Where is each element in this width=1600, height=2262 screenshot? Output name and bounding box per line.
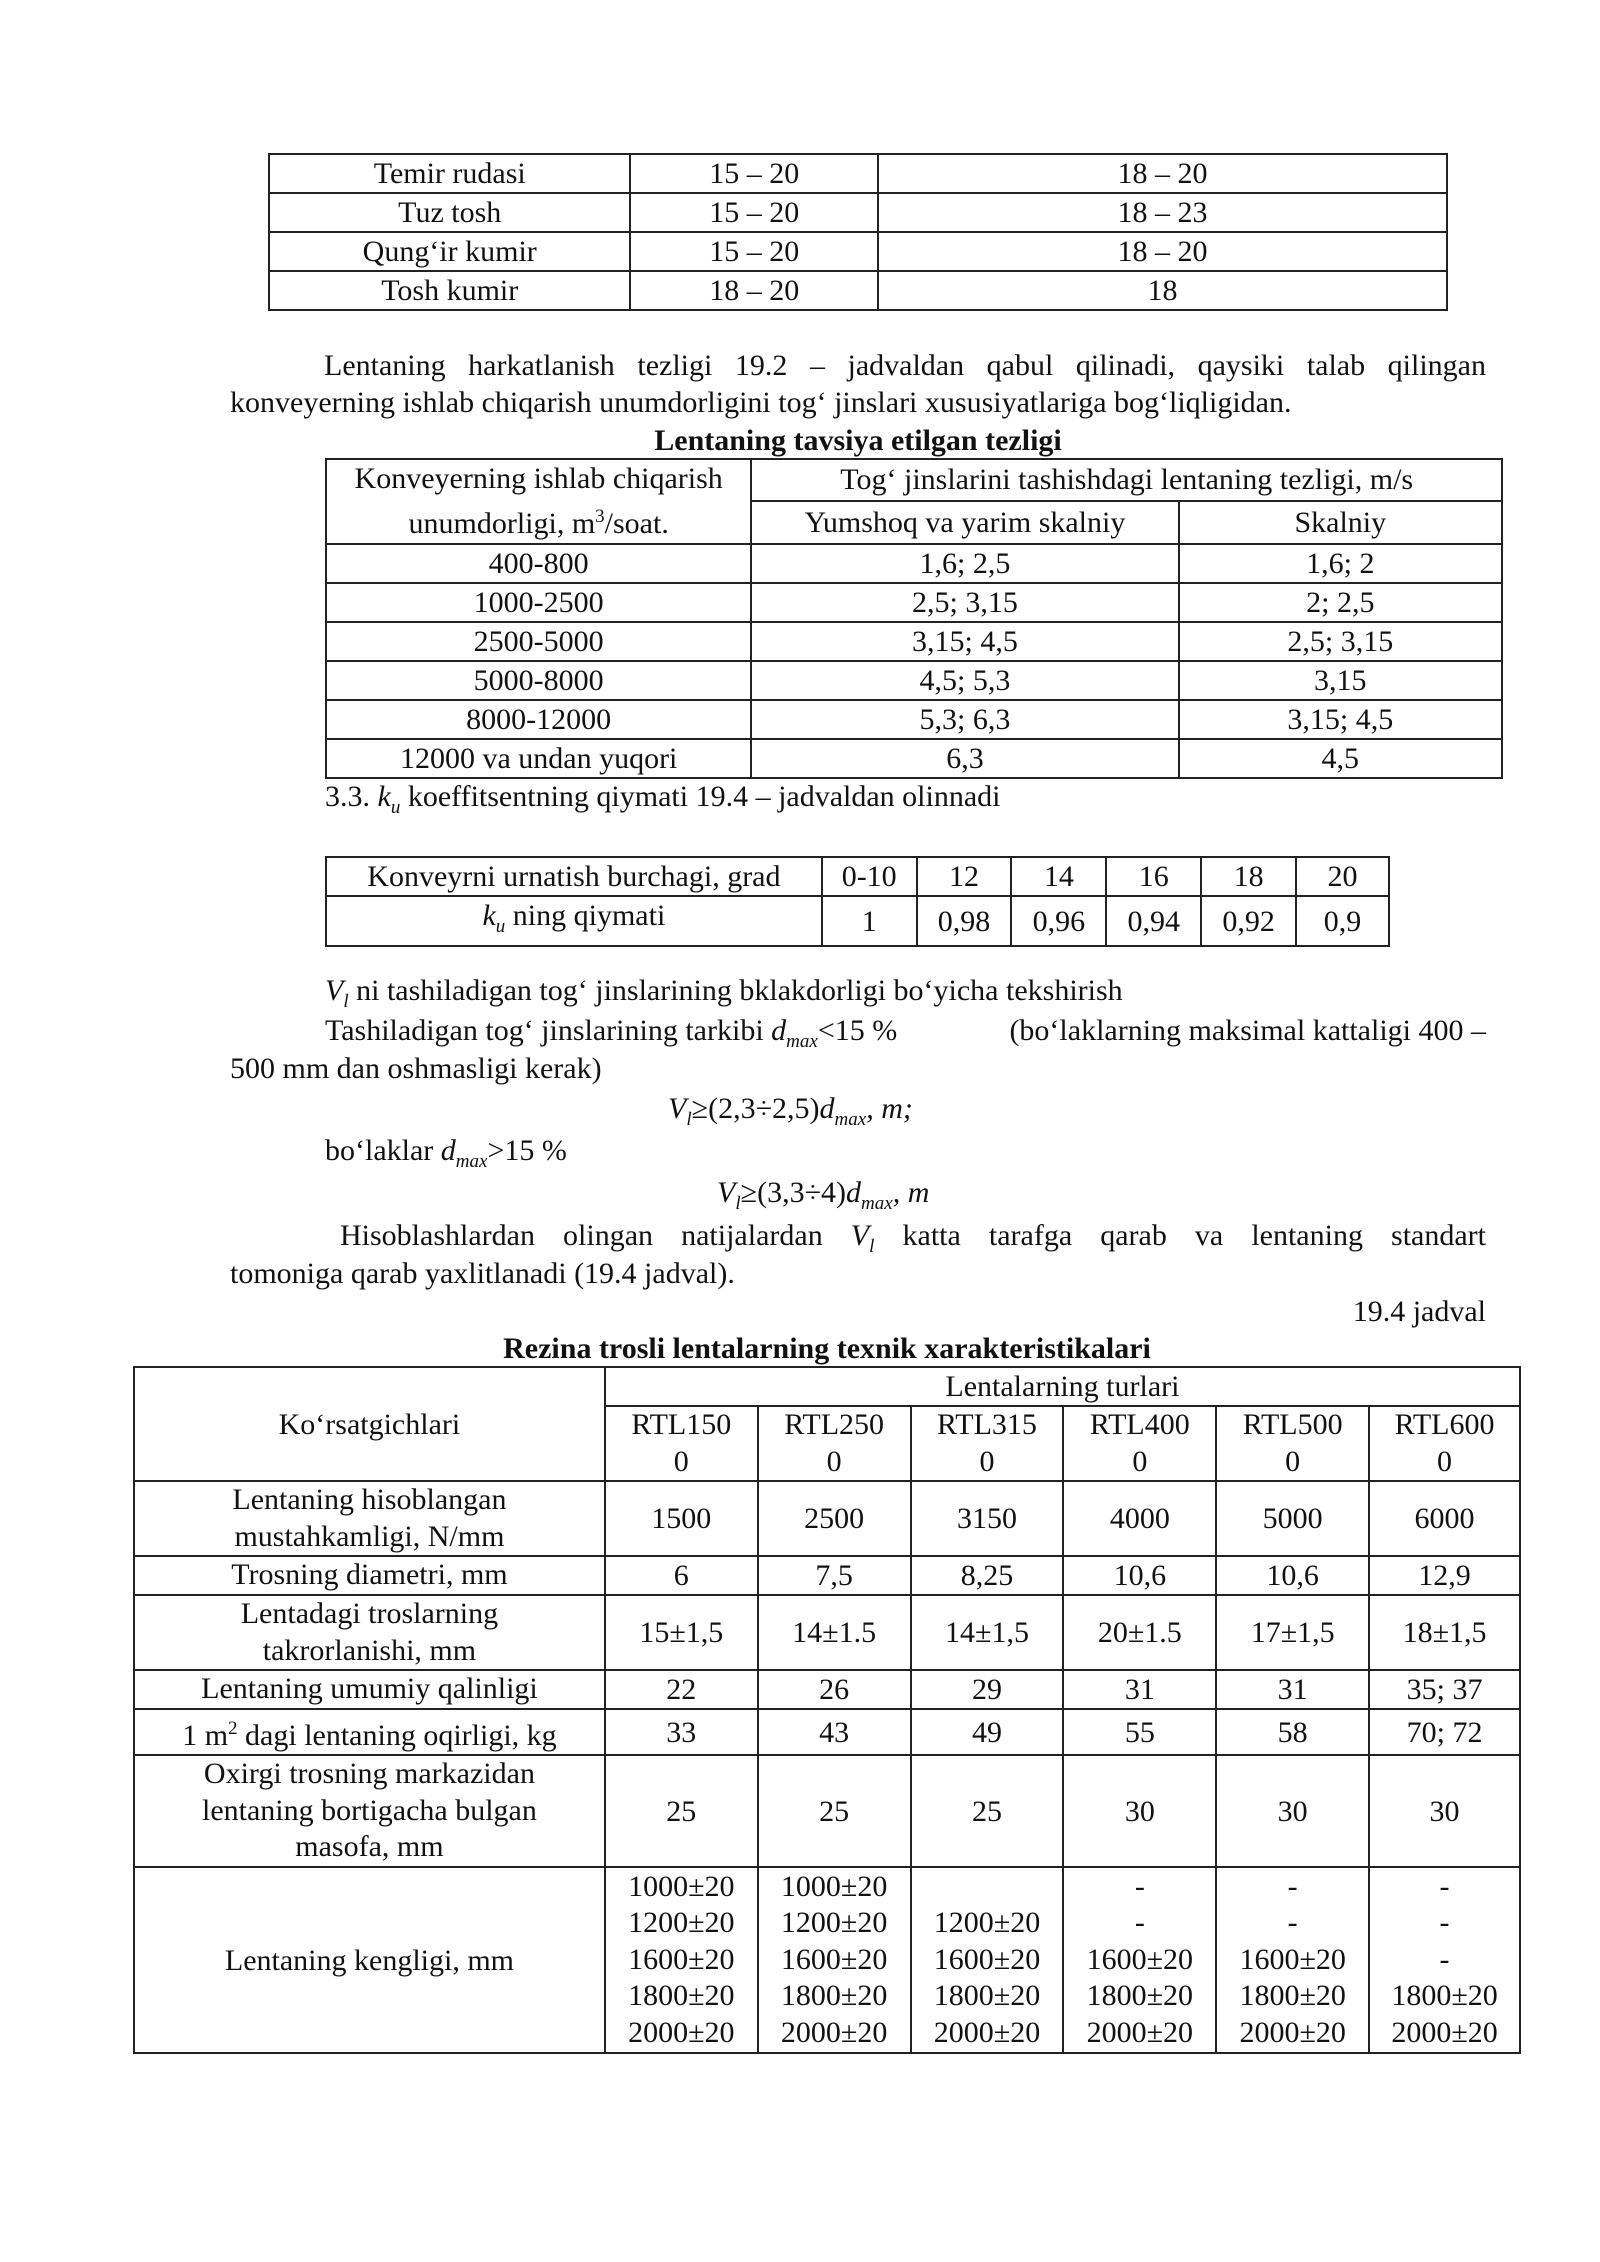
rock-name-cell: Qung‘ir kumir [269,232,630,271]
table-row [269,193,1447,232]
section-3-3 [325,778,1001,826]
angle-cell: 20 [1296,857,1389,896]
hard-speed-cell: 2,5; 3,15 [1179,622,1502,661]
ku-value-cell: 0,96 [1011,896,1106,946]
value-cell: 6 [605,1556,758,1595]
soft-speed-cell: 6,3 [751,739,1178,778]
value-cell: 70; 72 [1369,1709,1520,1755]
formula-unit: , m; [866,1092,913,1125]
value-cell: 35; 37 [1369,1670,1520,1709]
indicator-cell: Trosning diametri, mm [134,1556,605,1595]
weight-label-b: dagi lentaning oqirligi, kg [245,1719,557,1752]
value-cell: 22 [605,1670,758,1709]
d-condition: <15 % [817,1014,898,1047]
formula-v: V [717,1176,736,1209]
table-caption: 19.4 jadval [1352,1295,1486,1328]
table-row [134,1595,1520,1670]
value-cell: 5000 [1216,1481,1369,1556]
productivity-cell: 2500-5000 [326,622,751,661]
indicator-cell: Oxirgi trosning markazidan lentaning bortigacha bulgan masofa, mm [134,1755,605,1867]
large-pieces-line [325,1132,567,1180]
hard-speed-cell: 3,15; 4,5 [1179,700,1502,739]
soft-speed-cell: 4,5; 5,3 [751,661,1178,700]
table-row [269,154,1447,193]
value-cell: 31 [1063,1670,1216,1709]
results-text-a: Hisoblashlardan olingan natijalardan [340,1219,823,1252]
results-line-2: tomoniga qarab yaxlitlanadi (19.4 jadval). [230,1257,735,1290]
productivity-header-line2 [331,498,746,543]
hard-rock-header: Skalniy [1179,501,1502,544]
v-symbol: V [850,1219,870,1252]
indicator-cell: Lentadagi troslarning takrorlanishi, mm [134,1595,605,1670]
value-cell: 30 [1063,1755,1216,1867]
value-cell: 8,25 [911,1556,1064,1595]
indicator-cell: Lentaning kengligi, mm [134,1867,605,2053]
value-cell: 4000 [1063,1481,1216,1556]
dynamic-angle-cell: 18 – 20 [878,232,1447,271]
table-row [134,1481,1520,1556]
v-subscript: l [343,991,349,1012]
angle-cell: 14 [1011,857,1106,896]
belt-types-header: Lentalarning turlari [605,1367,1520,1406]
productivity-cell: 12000 va undan yuqori [326,739,751,778]
width-value-cell: - - 1600±20 1800±20 2000±20 [1063,1867,1216,2053]
table-row [326,544,1502,583]
table-row [269,232,1447,271]
formula-d: d [846,1176,862,1209]
formula-d-sub: max [861,1193,893,1214]
rock-table [268,153,1448,311]
weight-label-sup: 2 [228,1718,238,1739]
width-value-cell: 1000±20 1200±20 1600±20 1800±20 2000±20 [605,1867,758,2053]
formula-1 [668,1090,913,1138]
value-cell: 25 [911,1755,1064,1867]
formula-d-sub: max [834,1109,867,1130]
belt-type-cell: RTL250 0 [758,1406,911,1481]
value-cell: 3150 [911,1481,1064,1556]
table-row [134,1755,1520,1867]
table-row [134,1867,1520,2053]
speed-group-header: Tog‘ jinslarini tashishdagi lentaning tezligi, m/s [751,459,1502,501]
productivity-cell: 5000-8000 [326,661,751,700]
formula-v-sub: l [735,1193,741,1214]
value-cell: 15±1,5 [605,1595,758,1670]
value-cell: 14±1,5 [911,1595,1064,1670]
table-row [326,583,1502,622]
formula-unit: , m [892,1176,930,1209]
speed-table-title: Lentaning tavsiya etilgan tezligi [654,424,1062,457]
soft-speed-cell: 2,5; 3,15 [751,583,1178,622]
productivity-unit-tail: /soat. [604,507,669,540]
hard-speed-cell: 2; 2,5 [1179,583,1502,622]
value-cell: 2500 [758,1481,911,1556]
rock-name-cell: Tosh kumir [269,271,630,310]
compressed-angle-cell: 18 – 20 [630,271,878,310]
soft-speed-cell: 3,15; 4,5 [751,622,1178,661]
large-pieces-text: bo‘laklar [325,1134,434,1167]
ku-label [326,896,822,946]
value-cell: 29 [911,1670,1064,1709]
dynamic-angle-cell: 18 – 20 [878,154,1447,193]
value-cell: 25 [758,1755,911,1867]
productivity-header-line1: Konveyerning ishlab chiqarish [354,462,723,495]
k-subscript: u [390,797,401,818]
d-symbol: d [440,1134,456,1167]
table-row [326,700,1502,739]
productivity-unit: unumdorligi, m [408,507,596,540]
weight-label-a: 1 m [182,1719,229,1752]
value-cell: 30 [1216,1755,1369,1867]
angle-label: Konveyrni urnatish burchagi, grad [326,857,822,896]
speed-paragraph-line1: Lentaning harkatlanish tezligi 19.2 – jadvaldan qabul qilinadi, qaysiki talab qilingan [324,349,1486,382]
value-cell: 1500 [605,1481,758,1556]
value-cell: 55 [1063,1709,1216,1755]
belt-type-cell: RTL600 0 [1369,1406,1520,1481]
value-cell: 10,6 [1216,1556,1369,1595]
table-row [134,1670,1520,1709]
ku-table [325,856,1390,947]
productivity-cell: 400-800 [326,544,751,583]
results-text-b: katta tarafga qarab va lentaning standart [902,1219,1487,1252]
productivity-cell: 8000-12000 [326,700,751,739]
value-cell: 49 [911,1709,1064,1755]
belt-type-cell: RTL150 0 [605,1406,758,1481]
section-3-3-text: koeffitsentning qiymati 19.4 – jadvaldan olinnadi [407,780,1001,813]
dynamic-angle-cell: 18 [878,271,1447,310]
d-symbol: d [771,1014,787,1047]
composition-text-c: (bo‘laklarning maksimal kattaligi 400 – [1009,1014,1486,1047]
indicator-cell: Lentaning hisoblangan mustahkamligi, N/mm [134,1481,605,1556]
value-cell: 43 [758,1709,911,1755]
composition-line-2: 500 mm dan oshmasligi kerak) [230,1052,602,1085]
formula-2 [717,1174,929,1222]
angle-cell: 16 [1106,857,1201,896]
dynamic-angle-cell: 18 – 23 [878,193,1447,232]
d-subscript: max [455,1151,488,1172]
table-row [326,661,1502,700]
belt-specs-table [133,1366,1521,2054]
soft-speed-cell: 5,3; 6,3 [751,700,1178,739]
value-cell: 25 [605,1755,758,1867]
compressed-angle-cell: 15 – 20 [630,154,878,193]
ku-value-cell: 0,92 [1201,896,1296,946]
value-cell: 12,9 [1369,1556,1520,1595]
hard-speed-cell: 4,5 [1179,739,1502,778]
value-cell: 14±1.5 [758,1595,911,1670]
k-symbol: k [377,780,391,813]
productivity-unit-sup: 3 [595,506,605,527]
table-row [326,622,1502,661]
width-value-cell: 1000±20 1200±20 1600±20 1800±20 2000±20 [758,1867,911,2053]
v-symbol: V [325,974,344,1007]
speed-table [325,458,1503,779]
soft-speed-cell: 1,6; 2,5 [751,544,1178,583]
belt-type-cell: RTL400 0 [1063,1406,1216,1481]
value-cell: 18±1,5 [1369,1595,1520,1670]
value-cell: 30 [1369,1755,1520,1867]
v-subscript: l [869,1236,875,1257]
table-row [326,739,1502,778]
productivity-cell: 1000-2500 [326,583,751,622]
value-cell: 26 [758,1670,911,1709]
compressed-angle-cell: 15 – 20 [630,232,878,271]
indicator-cell [134,1709,605,1755]
hard-speed-cell: 1,6; 2 [1179,544,1502,583]
value-cell: 58 [1216,1709,1369,1755]
composition-text: Tashiladigan tog‘ jinslarining tarkibi [325,1014,764,1047]
formula-v: V [668,1092,687,1125]
table-row [134,1556,1520,1595]
hard-speed-cell: 3,15 [1179,661,1502,700]
ku-value-cell: 0,9 [1296,896,1389,946]
formula-range: ≥(2,3÷2,5) [691,1092,820,1125]
value-cell: 31 [1216,1670,1369,1709]
ku-label-text: ning qiymati [512,899,666,932]
indicator-header: Ko‘rsatgichlari [134,1367,605,1481]
table-row [134,1709,1520,1755]
formula-v-sub: l [686,1109,692,1130]
productivity-header [326,459,751,544]
k-subscript: u [495,916,506,937]
rock-name-cell: Temir rudasi [269,154,630,193]
value-cell: 33 [605,1709,758,1755]
belt-type-cell: RTL500 0 [1216,1406,1369,1481]
table-row [269,271,1447,310]
d-condition: >15 % [487,1134,567,1167]
width-value-cell: - - - 1800±20 2000±20 [1369,1867,1520,2053]
compressed-angle-cell: 15 – 20 [630,193,878,232]
value-cell: 10,6 [1063,1556,1216,1595]
angle-cell: 18 [1201,857,1296,896]
value-cell: 6000 [1369,1481,1520,1556]
rock-name-cell: Tuz tosh [269,193,630,232]
width-value-cell: 1200±20 1600±20 1800±20 2000±20 [911,1867,1064,2053]
value-cell: 20±1.5 [1063,1595,1216,1670]
ku-value-cell: 0,94 [1106,896,1201,946]
speed-paragraph-line2: konveyerning ishlab chiqarish unumdorligini tog‘ jinslari xususiyatlariga bog‘liqligidan. [230,386,1292,419]
check-line-text: ni tashiladigan tog‘ jinslarining bklakdorligi bo‘yicha tekshirish [356,974,1123,1007]
value-cell: 7,5 [758,1556,911,1595]
belt-table-title: Rezina trosli lentalarning texnik xarakteristikalari [503,1332,1151,1365]
value-cell: 17±1,5 [1216,1595,1369,1670]
angle-cell: 12 [917,857,1012,896]
angle-cell: 0-10 [822,857,917,896]
ku-value-cell: 0,98 [917,896,1012,946]
belt-type-cell: RTL315 0 [911,1406,1064,1481]
section-number: 3.3. [325,780,370,813]
k-symbol: k [482,899,496,932]
ku-value-cell: 1 [822,896,917,946]
soft-rock-header: Yumshoq va yarim skalniy [751,501,1178,544]
d-subscript: max [786,1031,818,1052]
indicator-cell: Lentaning umumiy qalinligi [134,1670,605,1709]
width-value-cell: - - 1600±20 1800±20 2000±20 [1216,1867,1369,2053]
speed-paragraph [230,347,1486,421]
formula-range: ≥(3,3÷4) [740,1176,847,1209]
formula-d: d [819,1092,835,1125]
